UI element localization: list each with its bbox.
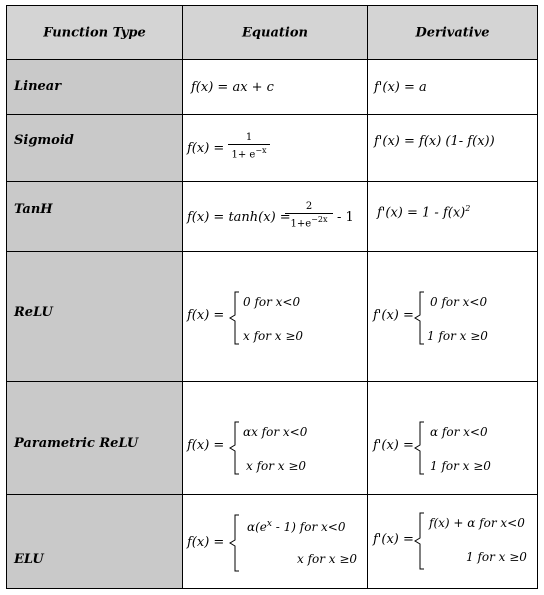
derivative-lhs: f'(x) =: [373, 532, 414, 547]
equation-cell: [183, 182, 368, 251]
derivative: $f'(x) = 1 - f(x)^2$: [377, 204, 471, 221]
equation-fraction: [285, 201, 333, 229]
equation-tail: - 1: [337, 210, 354, 225]
equation: f(x) = ax + c: [191, 80, 274, 95]
equation-cell: [183, 382, 368, 494]
equation-cell: [183, 495, 368, 588]
derivative-cell: [368, 115, 537, 181]
left-brace-icon: [412, 290, 426, 346]
fraction-denominator: $1+e^{-2x}$: [290, 215, 328, 230]
equation-case-1: $\alpha(e^x - 1)$ for x<0: [247, 519, 346, 534]
derivative-case-2: 1 for x ≥0: [427, 329, 488, 343]
equation-lhs: f(x) =: [187, 141, 225, 156]
header-cell-function-type: [7, 6, 183, 59]
name-cell: [7, 60, 183, 114]
derivative-cell: [368, 382, 537, 494]
derivative-cell: [368, 495, 537, 588]
name-cell: [7, 182, 183, 251]
equation-lhs: f(x) =: [187, 535, 225, 550]
equation-case-2: x for x ≥0: [246, 459, 307, 473]
equation-cell: [183, 252, 368, 381]
equation-cell: [183, 115, 368, 181]
header-function-type: Function Type: [43, 25, 146, 40]
derivative-case-1: 0 for x<0: [430, 295, 488, 309]
derivative-cell: [368, 252, 537, 381]
left-brace-icon: [412, 420, 426, 476]
function-name: ReLU: [14, 305, 53, 320]
equation-case-2: x for x ≥0: [243, 329, 304, 343]
left-brace-icon: [227, 513, 241, 573]
function-name: ELU: [14, 552, 44, 567]
function-name: Parametric ReLU: [14, 436, 139, 451]
equation-lhs: f(x) = tanh(x) =: [187, 210, 291, 225]
equation-lhs: f(x) =: [187, 308, 225, 323]
derivative-case-1: α for x<0: [430, 425, 488, 439]
name-cell: [7, 115, 183, 181]
equation-fraction: [228, 132, 270, 160]
table-row-linear: [7, 59, 537, 114]
derivative-lhs: f'(x) =: [373, 438, 414, 453]
header-equation: Equation: [242, 25, 308, 40]
name-cell: [7, 382, 183, 494]
table-row-tanh: [7, 181, 537, 251]
equation-case-2: x for x ≥0: [297, 552, 358, 566]
table-row-relu: [7, 251, 537, 381]
header-cell-equation: [183, 6, 368, 59]
derivative: f'(x) = f(x) (1- f(x)): [374, 134, 495, 149]
header-row: [7, 6, 537, 59]
left-brace-icon: [227, 290, 241, 346]
name-cell: [7, 495, 183, 588]
derivative-case-1: f(x) + α for x<0: [429, 516, 525, 530]
derivative-lhs: f'(x) =: [373, 308, 414, 323]
equation-case-1: αx for x<0: [243, 425, 308, 439]
derivative-cell: [368, 182, 537, 251]
header-derivative: Derivative: [415, 25, 490, 40]
activation-functions-table: [6, 5, 538, 589]
left-brace-icon: [227, 420, 241, 476]
header-cell-derivative: [368, 6, 537, 59]
equation-lhs: f(x) =: [187, 438, 225, 453]
fraction-numerator: 1: [245, 132, 253, 143]
function-name: TanH: [14, 202, 53, 217]
left-brace-icon: [412, 511, 426, 571]
function-name: Linear: [14, 79, 62, 94]
fraction-numerator: 2: [305, 201, 313, 212]
table-row-sigmoid: [7, 114, 537, 181]
equation-cell: [183, 60, 368, 114]
function-name: Sigmoid: [14, 133, 74, 148]
derivative-case-2: 1 for x ≥0: [430, 459, 491, 473]
equation-case-1: 0 for x<0: [243, 295, 301, 309]
derivative-cell: [368, 60, 537, 114]
table-row-parametric-relu: [7, 381, 537, 494]
derivative: f'(x) = a: [374, 80, 427, 95]
fraction-denominator: $1+ e^{-x}$: [231, 146, 267, 161]
derivative-case-2: 1 for x ≥0: [466, 550, 527, 564]
name-cell: [7, 252, 183, 381]
table-row-elu: [7, 494, 537, 588]
